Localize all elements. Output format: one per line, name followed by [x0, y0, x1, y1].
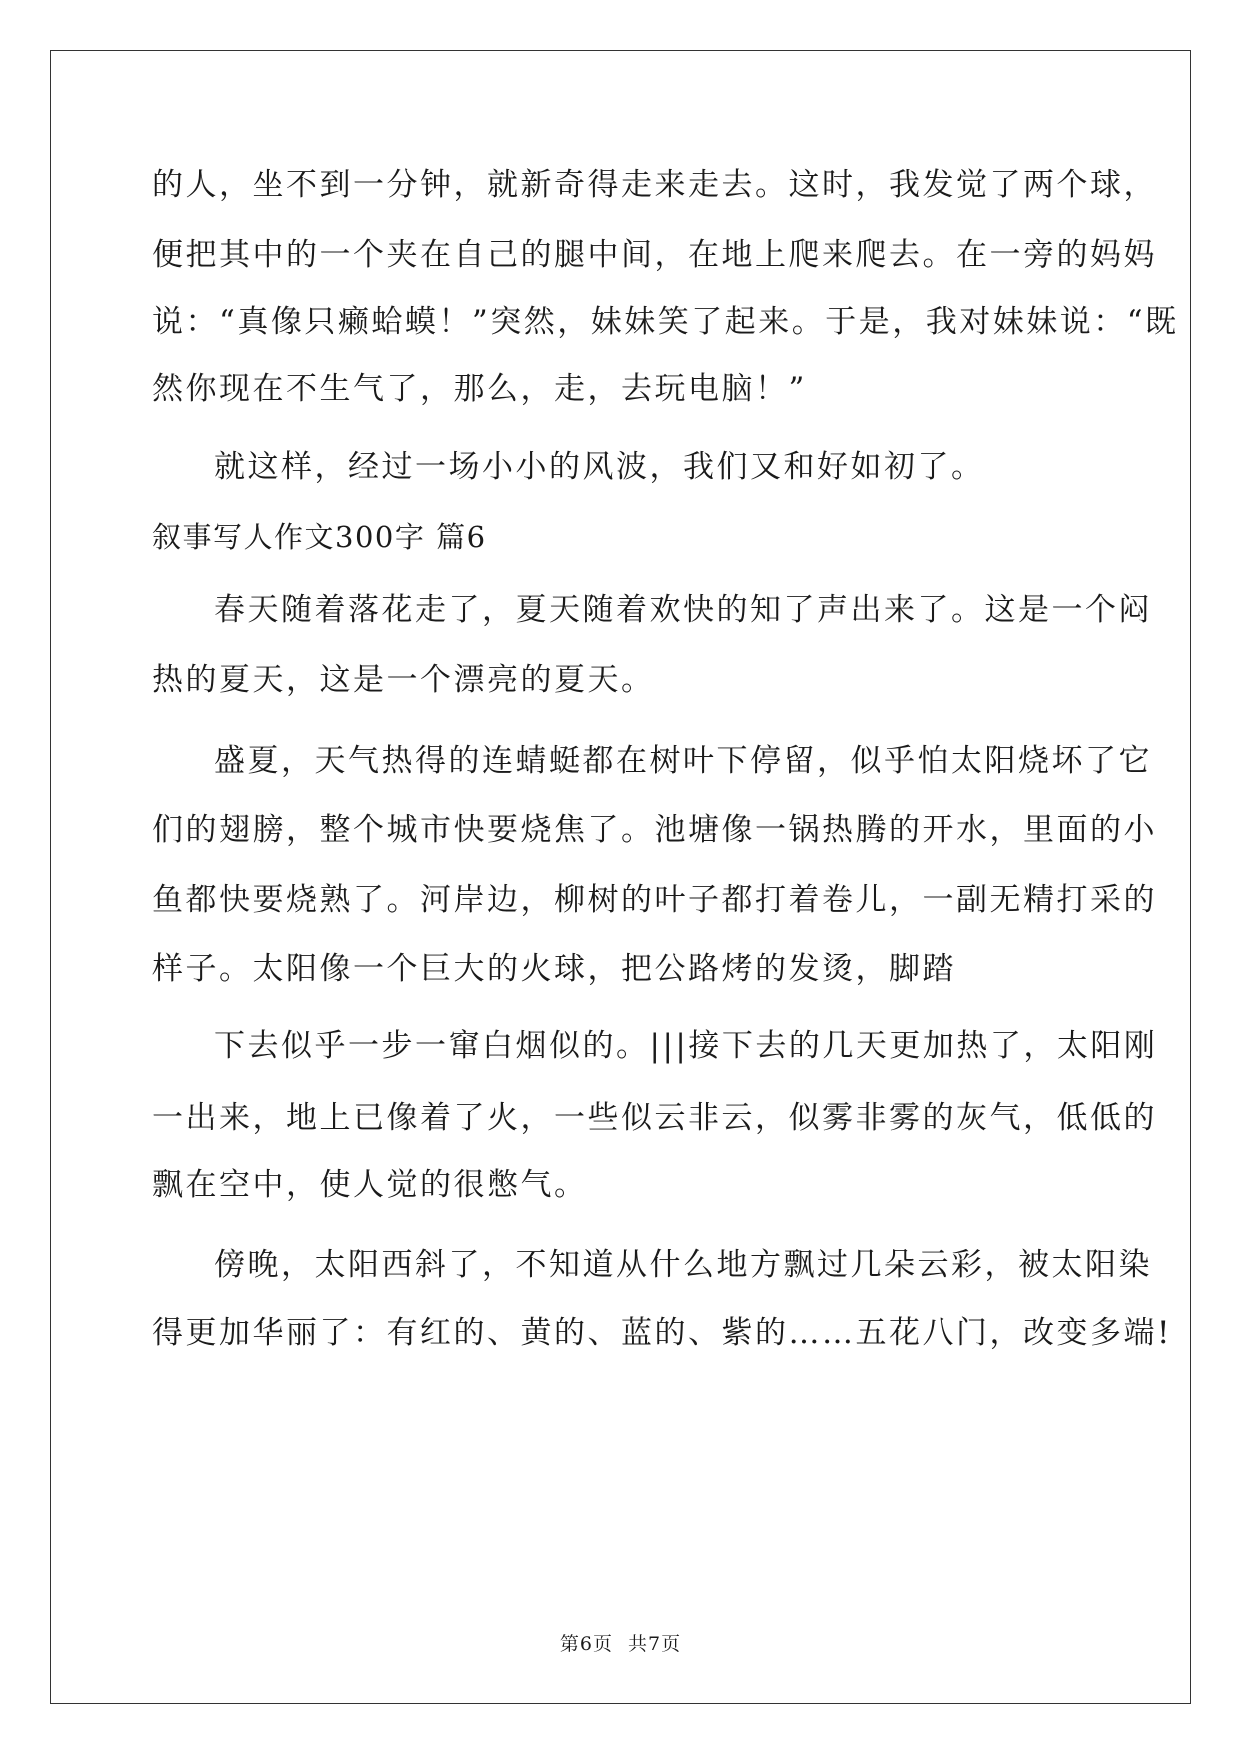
- page-border: [50, 50, 1191, 1704]
- text-line: 一出来，地上已像着了火，一些似云非云，似雾非雾的灰气，低低的: [152, 1100, 1157, 1136]
- text-line: 的人，坐不到一分钟，就新奇得走来走去。这时，我发觉了两个球，: [152, 167, 1157, 203]
- page-footer: [0, 1632, 1241, 1656]
- text-line: 得更加华丽了：有红的、黄的、蓝的、紫的……五花八门，改变多端!: [152, 1315, 1172, 1351]
- text-line: 就这样，经过一场小小的风波，我们又和好如初了。: [214, 449, 985, 485]
- text-line: 下去似乎一步一窜白烟似的。|||接下去的几天更加热了，太阳刚: [214, 1028, 1158, 1064]
- text-line: 盛夏，天气热得的连蜻蜓都在树叶下停留，似乎怕太阳烧坏了它: [214, 743, 1152, 779]
- text-line: 们的翅膀，整个城市快要烧焦了。池塘像一锅热腾的开水，里面的小: [152, 812, 1157, 848]
- text-line: 便把其中的一个夹在自己的腿中间，在地上爬来爬去。在一旁的妈妈: [152, 237, 1157, 273]
- text-line: 鱼都快要烧熟了。河岸边，柳树的叶子都打着卷儿，一副无精打采的: [152, 882, 1157, 918]
- text-line: 说：“真像只癞蛤蟆！”突然，妹妹笑了起来。于是，我对妹妹说：“既: [152, 304, 1179, 340]
- text-line: 然你现在不生气了，那么，走，去玩电脑！”: [152, 371, 807, 407]
- text-line: 热的夏天，这是一个漂亮的夏天。: [152, 662, 655, 698]
- text-line: 春天随着落花走了，夏天随着欢快的知了声出来了。这是一个闷: [214, 592, 1152, 628]
- section-heading: 叙事写人作文300字 篇6: [152, 520, 487, 554]
- text-line: 样子。太阳像一个巨大的火球，把公路烤的发烫，脚踏: [152, 951, 956, 987]
- page-number: 第6页: [559, 1633, 613, 1655]
- page-total: 共7页: [628, 1633, 682, 1655]
- text-line: 飘在空中，使人觉的很憋气。: [152, 1167, 588, 1203]
- text-line: 傍晚，太阳西斜了，不知道从什么地方飘过几朵云彩，被太阳染: [214, 1247, 1152, 1283]
